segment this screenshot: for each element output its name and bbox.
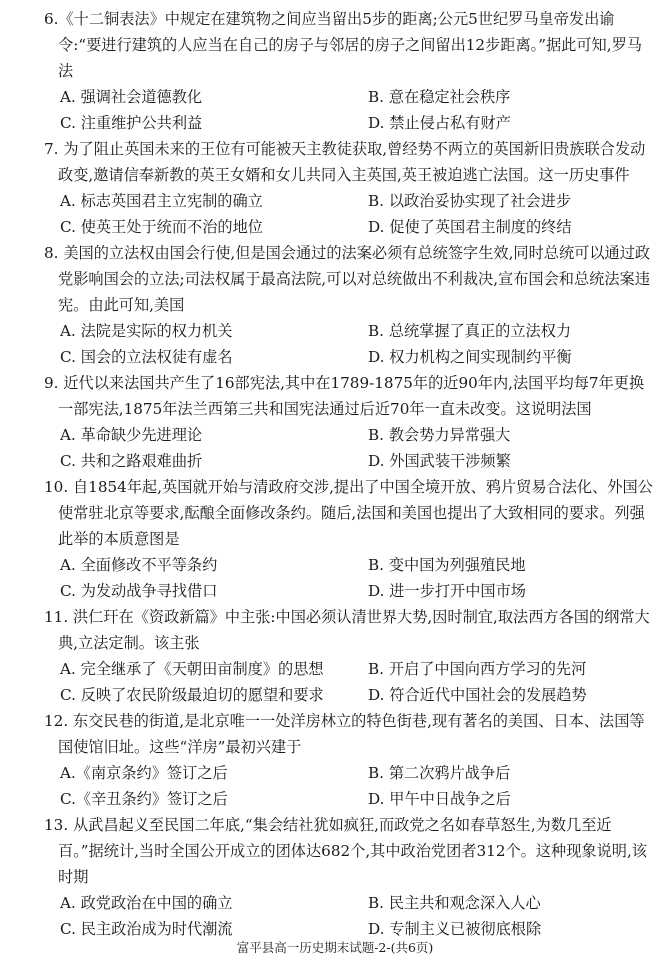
option-c: C. 使英王处于统而不治的地位 — [60, 218, 263, 236]
option-a: A. 革命缺少先进理论 — [60, 426, 203, 444]
option-c: C. 为发动战争寻找借口 — [60, 582, 218, 600]
option-a: A. 政党政治在中国的确立 — [60, 894, 233, 912]
option-list — [60, 84, 656, 136]
option-d: D. 外国武装干涉频繁 — [368, 452, 511, 470]
option-b: B. 变中国为列强殖民地 — [368, 556, 526, 574]
option-d: D. 甲午中日战争之后 — [368, 790, 511, 808]
option-d: D. 权力机构之间实现制约平衡 — [368, 348, 572, 366]
option-list — [60, 318, 656, 370]
option-d: D. 进一步打开中国市场 — [368, 582, 526, 600]
question-13 — [44, 812, 656, 942]
option-b: B. 意在稳定社会秩序 — [368, 88, 511, 106]
question-stem: 6.《十二铜表法》中规定在建筑物之间应当留出5步的距离;公元5世纪罗马皇帝发出谕令:“要进行建筑的人应当在自己的房子与邻居的房子之间留出12步距离。”据此可知,罗马法 — [44, 10, 642, 80]
question-10 — [44, 474, 656, 604]
option-list — [60, 422, 656, 474]
question-7 — [44, 136, 656, 240]
option-b: B. 第二次鸦片战争后 — [368, 764, 511, 782]
option-a: A.《南京条约》签订之后 — [60, 764, 228, 782]
question-stem: 13. 从武昌起义至民国二年底,“集会结社犹如疯狂,而政党之名如春草怒生,为数几至近百。”据统计,当时全国公开成立的团体达682个,其中政治党团者312个。这种现象说明,该时期 — [44, 816, 647, 886]
option-d: D. 符合近代中国社会的发展趋势 — [368, 686, 587, 704]
option-list — [60, 760, 656, 812]
question-stem: 11. 洪仁玕在《资政新篇》中主张:中国必须认清世界大势,因时制宜,取法西方各国的纲常大典,立法定制。该主张 — [44, 608, 650, 652]
option-c: C. 注重维护公共利益 — [60, 114, 203, 132]
option-d: D. 促使了英国君主制度的终结 — [368, 218, 572, 236]
option-a: A. 全面修改不平等条约 — [60, 556, 218, 574]
question-11 — [44, 604, 656, 708]
question-stem: 7. 为了阻止英国未来的王位有可能被天主教徒获取,曾经势不两立的英国新旧贵族联合发动政变,邀请信奉新教的英王女婿和女儿共同入主英国,英王被迫逃亡法国。这一历史事件 — [44, 140, 646, 184]
option-b: B. 民主共和观念深入人心 — [368, 894, 541, 912]
page-footer: 富平县高一历史期末试题-2-(共6页) — [236, 940, 434, 955]
option-c: C. 共和之路艰难曲折 — [60, 452, 203, 470]
option-c: C.《辛丑条约》签订之后 — [60, 790, 228, 808]
option-list — [60, 188, 656, 240]
option-list — [60, 890, 656, 942]
option-d: D. 专制主义已被彻底根除 — [368, 920, 542, 938]
option-list — [60, 552, 656, 604]
option-a: A. 法院是实际的权力机关 — [60, 322, 233, 340]
option-b: B. 教会势力异常强大 — [368, 426, 511, 444]
question-stem: 10. 自1854年起,英国就开始与清政府交涉,提出了中国全境开放、鸦片贸易合法化、外国公使常驻北京等要求,酝酿全面修改条约。随后,法国和美国也提出了大致相同的要求。列强此举的本质意图是 — [44, 478, 653, 548]
option-c: C. 反映了农民阶级最迫切的愿望和要求 — [60, 686, 324, 704]
question-9 — [44, 370, 656, 474]
question-12 — [44, 708, 656, 812]
option-c: C. 国会的立法权徒有虚名 — [60, 348, 233, 366]
option-b: B. 开启了中国向西方学习的先河 — [368, 660, 587, 678]
option-d: D. 禁止侵占私有财产 — [368, 114, 511, 132]
question-8 — [44, 240, 656, 370]
option-list — [60, 656, 656, 708]
option-b: B. 以政治妥协实现了社会进步 — [368, 192, 572, 210]
option-a: A. 完全继承了《天朝田亩制度》的思想 — [60, 660, 324, 678]
question-stem: 12. 东交民巷的街道,是北京唯一一处洋房林立的特色街巷,现有著名的美国、日本、法国等国使馆旧址。这些“洋房”最初兴建于 — [44, 712, 645, 756]
option-a: A. 标志英国君主立宪制的确立 — [60, 192, 263, 210]
option-c: C. 民主政治成为时代潮流 — [60, 920, 233, 938]
option-b: B. 总统掌握了真正的立法权力 — [368, 322, 572, 340]
question-stem: 8. 美国的立法权由国会行使,但是国会通过的法案必须有总统签字生效,同时总统可以通过政党影响国会的立法;司法权属于最高法院,可以对总统做出不利裁决,宣布国会和总统法案违宪。由此可知,美国 — [44, 244, 651, 314]
option-a: A. 强调社会道德教化 — [60, 88, 203, 106]
question-6 — [44, 6, 656, 136]
question-stem: 9. 近代以来法国共产生了16部宪法,其中在1789-1875年的近90年内,法国平均每7年更换一部宪法,1875年法兰西第三共和国宪法通过后近70年一直未改变。这说明法国 — [44, 374, 645, 418]
